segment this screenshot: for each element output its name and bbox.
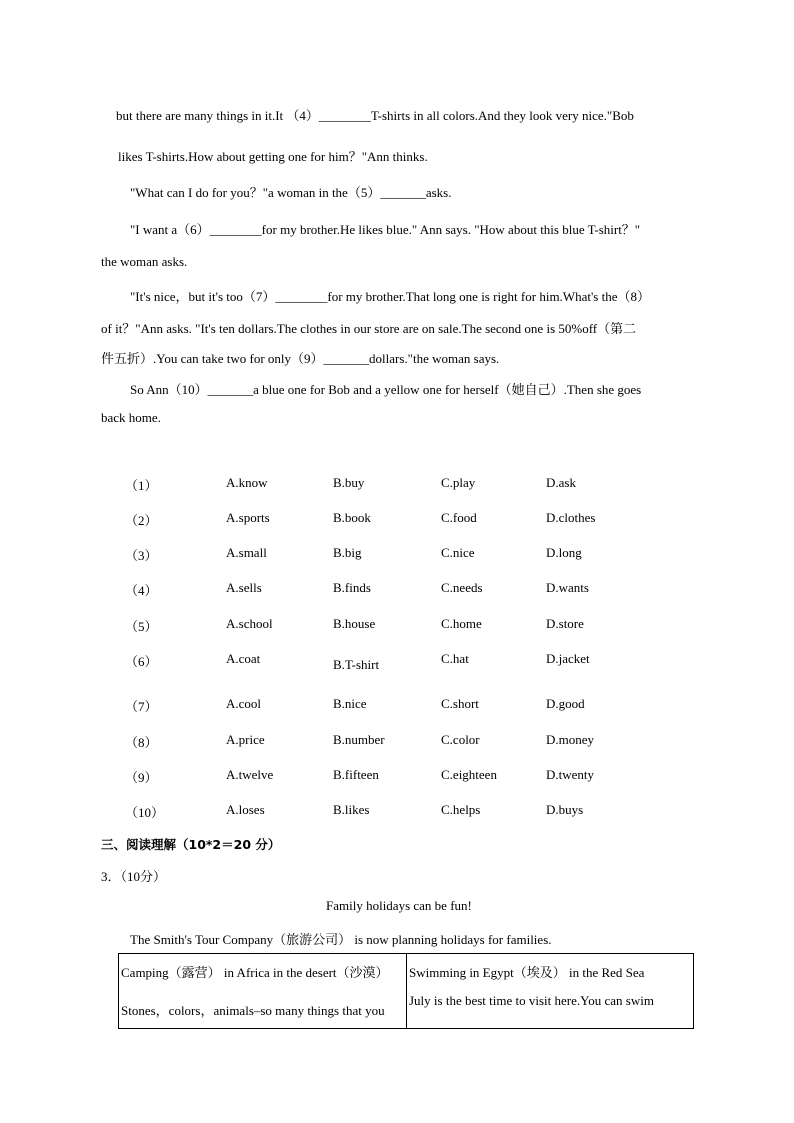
question-number: （10） xyxy=(125,805,165,820)
choice-c[interactable]: C.play xyxy=(441,475,476,490)
question-number: （3） xyxy=(125,548,158,563)
choice-b[interactable]: B.fifteen xyxy=(333,767,379,782)
choice-c[interactable]: C.eighteen xyxy=(441,767,497,782)
choice-a[interactable]: A.sells xyxy=(226,580,262,595)
choice-a[interactable]: A.twelve xyxy=(226,767,274,782)
reading-title: Family holidays can be fun! xyxy=(326,898,472,913)
choice-d[interactable]: D.jacket xyxy=(546,651,590,666)
choice-d[interactable]: D.twenty xyxy=(546,767,595,782)
choice-c[interactable]: C.color xyxy=(441,732,480,747)
passage-line: "I want a（6）________for my brother.He likes blue." Ann says. "How about this blue T-shirt？" xyxy=(130,222,641,237)
table-cell-left-text: Stones，colors，animals–so many things that you xyxy=(121,1003,385,1018)
choice-d[interactable]: D.good xyxy=(546,696,585,711)
choice-a[interactable]: A.loses xyxy=(226,802,265,817)
passage-line: So Ann（10）_______a blue one for Bob and a yellow one for herself（她自己）.Then she goes xyxy=(130,382,642,397)
choice-a[interactable]: A.coat xyxy=(226,651,261,666)
question-number: （6） xyxy=(125,654,158,669)
choice-d[interactable]: D.store xyxy=(546,616,584,631)
choice-d[interactable]: D.wants xyxy=(546,580,589,595)
table-divider xyxy=(406,954,407,1028)
choice-b[interactable]: B.T-shirt xyxy=(333,657,380,672)
question-number: （7） xyxy=(125,699,158,714)
reading-intro: The Smith's Tour Company（旅游公司） is now planning holidays for families. xyxy=(130,932,552,947)
choice-a[interactable]: A.sports xyxy=(226,510,270,525)
choice-d[interactable]: D.buys xyxy=(546,802,584,817)
choice-c[interactable]: C.helps xyxy=(441,802,481,817)
question-number: （9） xyxy=(125,770,158,785)
choice-b[interactable]: B.number xyxy=(333,732,385,747)
passage-line: the woman asks. xyxy=(101,254,188,269)
choice-a[interactable]: A.know xyxy=(226,475,268,490)
question-number: （1） xyxy=(125,478,158,493)
choice-b[interactable]: B.house xyxy=(333,616,376,631)
choice-b[interactable]: B.big xyxy=(333,545,362,560)
holiday-table xyxy=(118,953,694,1029)
passage-line: back home. xyxy=(101,410,161,425)
choice-b[interactable]: B.nice xyxy=(333,696,367,711)
choice-a[interactable]: A.cool xyxy=(226,696,262,711)
section-heading: 三、阅读理解（10*2＝20 分） xyxy=(101,837,281,852)
choice-b[interactable]: B.likes xyxy=(333,802,370,817)
choice-d[interactable]: D.clothes xyxy=(546,510,596,525)
table-cell-left-title: Camping（露营） in Africa in the desert（沙漠） xyxy=(121,965,389,980)
choice-a[interactable]: A.school xyxy=(226,616,273,631)
passage-line: but there are many things in it.It （4）________T-shirts in all colors.And they look very nice."Bob xyxy=(116,108,634,123)
table-cell-right-title: Swimming in Egypt（埃及） in the Red Sea xyxy=(409,965,645,980)
passage-line: likes T-shirts.How about getting one for him？"Ann thinks. xyxy=(118,149,428,164)
choice-d[interactable]: D.money xyxy=(546,732,595,747)
choice-a[interactable]: A.price xyxy=(226,732,265,747)
passage-line: "What can I do for you？"a woman in the（5）_______asks. xyxy=(130,185,452,200)
passage-line: 件五折）.You can take two for only（9）_______dollars."the woman says. xyxy=(101,351,500,366)
choice-c[interactable]: C.home xyxy=(441,616,482,631)
choice-b[interactable]: B.book xyxy=(333,510,371,525)
choice-c[interactable]: C.nice xyxy=(441,545,475,560)
question-number: （5） xyxy=(125,619,158,634)
question-number: （4） xyxy=(125,583,158,598)
choice-c[interactable]: C.short xyxy=(441,696,479,711)
choice-c[interactable]: C.needs xyxy=(441,580,483,595)
choice-c[interactable]: C.hat xyxy=(441,651,469,666)
question-label: 3．（10分） xyxy=(101,869,167,884)
passage-line: of it？"Ann asks. "It's ten dollars.The clothes in our store are on sale.The second one is 50%off（第二 xyxy=(101,321,637,336)
choice-d[interactable]: D.long xyxy=(546,545,582,560)
choice-a[interactable]: A.small xyxy=(226,545,267,560)
choice-d[interactable]: D.ask xyxy=(546,475,576,490)
choice-c[interactable]: C.food xyxy=(441,510,477,525)
choice-b[interactable]: B.finds xyxy=(333,580,371,595)
passage-line: "It's nice，but it's too（7）________for my brother.That long one is right for him.What's the（8） xyxy=(130,289,650,304)
table-cell-right-text: July is the best time to visit here.You can swim xyxy=(409,993,654,1008)
question-number: （8） xyxy=(125,735,158,750)
question-number: （2） xyxy=(125,513,158,528)
choice-b[interactable]: B.buy xyxy=(333,475,365,490)
